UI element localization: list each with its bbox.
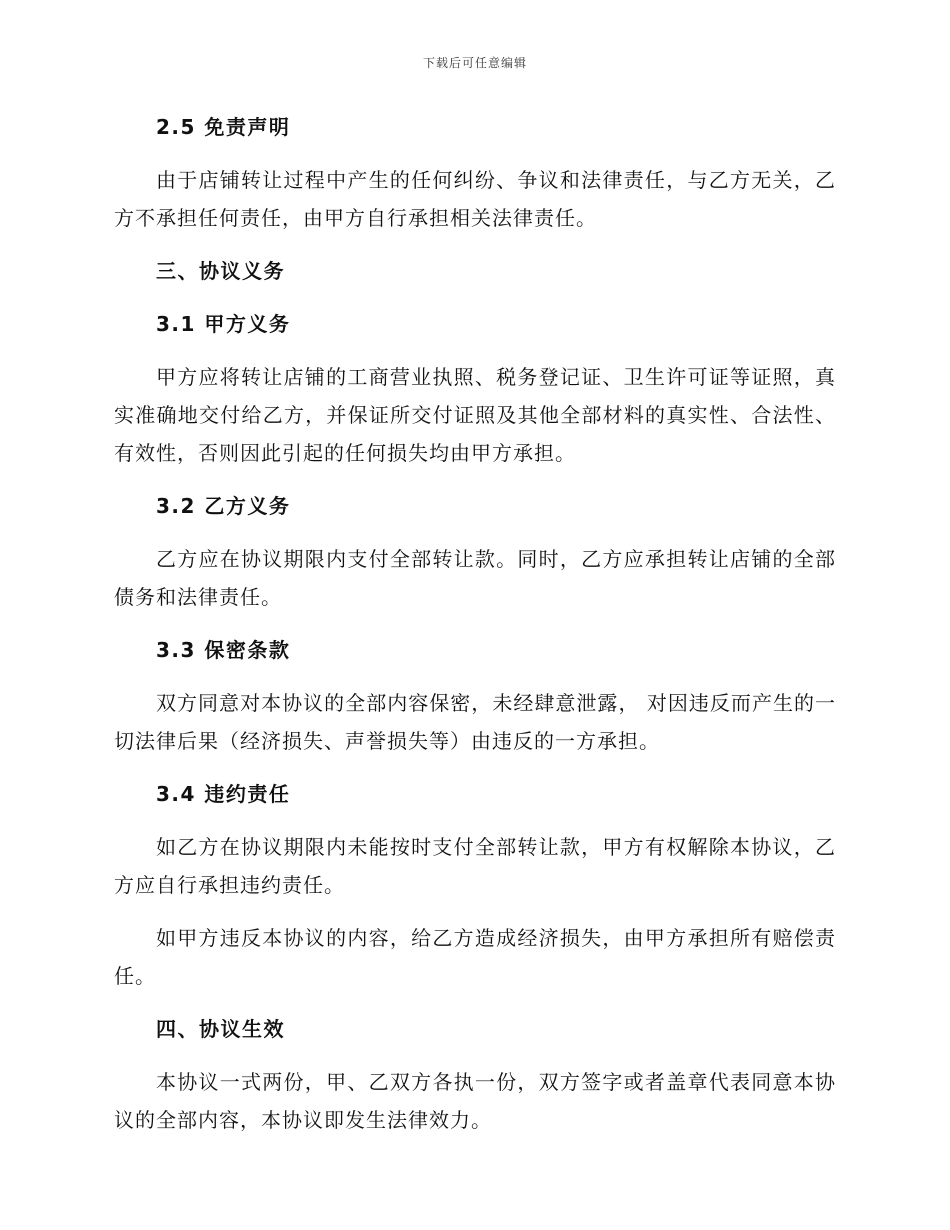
page-header-note: 下载后可任意编辑 xyxy=(422,56,527,70)
paragraph-breach-party-b: 如乙方在协议期限内未能按时支付全部转让款，甲方有权解除本协议，乙方应自行承担违约责任。 xyxy=(114,835,836,897)
section-heading-3-1: 3.1 甲方义务 xyxy=(156,312,291,336)
paragraph-confidentiality: 双方同意对本协议的全部内容保密，未经肆意泄露， 对因违反而产生的一切法律后果（经济损失、声誉损失等）由违反的一方承担。 xyxy=(114,691,836,753)
paragraph-disclaimer: 由于店铺转让过程中产生的任何纠纷、争议和法律责任，与乙方无关，乙方不承担任何责任，由甲方自行承担相关法律责任。 xyxy=(114,168,836,230)
section-heading-4: 四、协议生效 xyxy=(156,1017,285,1041)
document-body xyxy=(114,108,836,1154)
paragraph-party-b-obligations: 乙方应在协议期限内支付全部转让款。同时，乙方应承担转让店铺的全部债务和法律责任。 xyxy=(114,547,836,609)
paragraph-party-a-obligations: 甲方应将转让店铺的工商营业执照、税务登记证、卫生许可证等证照，真实准确地交付给乙方，并保证所交付证照及其他全部材料的真实性、合法性、有效性，否则因此引起的任何损失均由甲方承担。 xyxy=(114,365,836,465)
section-heading-3: 三、协议义务 xyxy=(156,259,285,283)
section-heading-3-3: 3.3 保密条款 xyxy=(156,638,291,662)
section-heading-3-2: 3.2 乙方义务 xyxy=(156,494,291,518)
paragraph-effectiveness: 本协议一式两份，甲、乙双方各执一份，双方签字或者盖章代表同意本协议的全部内容，本协议即发生法律效力。 xyxy=(114,1070,836,1132)
section-heading-2-5: 2.5 免责声明 xyxy=(156,115,291,139)
paragraph-breach-party-a: 如甲方违反本协议的内容，给乙方造成经济损失，由甲方承担所有赔偿责任。 xyxy=(114,926,836,988)
section-heading-3-4: 3.4 违约责任 xyxy=(156,782,291,806)
